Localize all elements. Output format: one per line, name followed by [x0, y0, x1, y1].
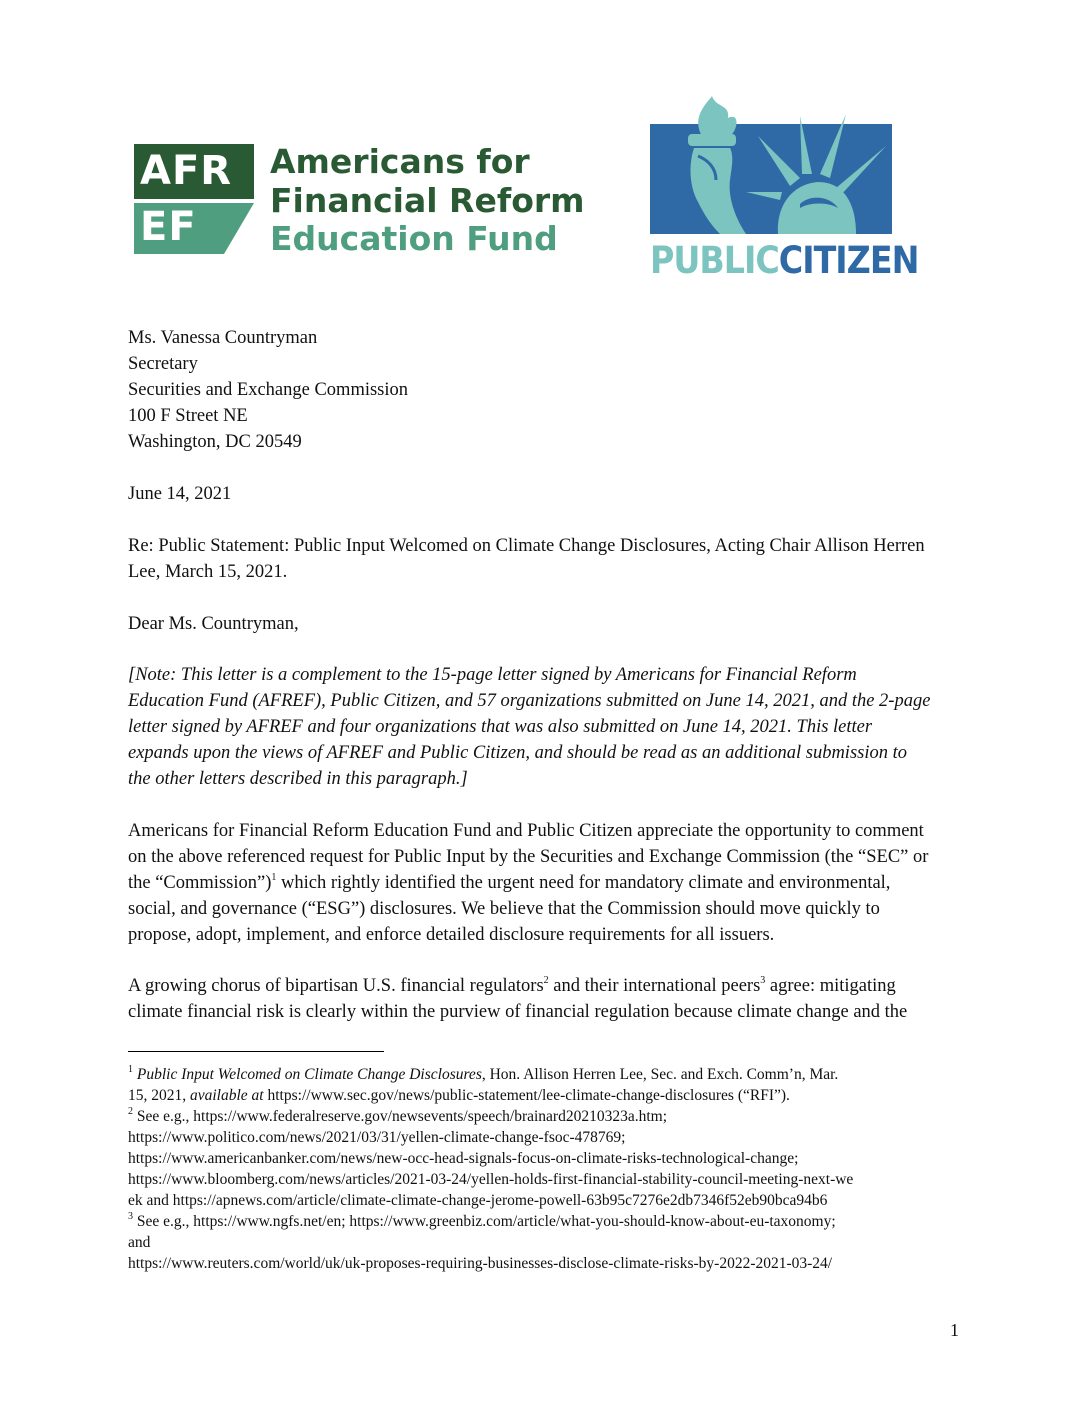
- footnote-1-line-1: [128, 1064, 838, 1085]
- note-line-4: expands upon the views of AFREF and Public Citizen, and should be read as an additional submission to: [128, 743, 908, 763]
- para1-line-1: Americans for Financial Reform Education Fund and Public Citizen appreciate the opportunity to comment: [128, 821, 924, 841]
- footnote-3-link-3[interactable]: https://www.reuters.com/world/uk/uk-proposes-requiring-businesses-disclose-climate-risks-by-2022-2021-03-24/: [128, 1255, 833, 1272]
- footnote-ref-2[interactable]: 2: [543, 974, 549, 986]
- footnote-2-link-5[interactable]: ek and https://apnews.com/article/climate-climate-change-jerome-powell-63b95c7276e2db7346f52eb90bca94b6: [128, 1192, 828, 1209]
- address-line-5: Washington, DC 20549: [128, 432, 302, 452]
- footnote-3-number: 3: [128, 1210, 133, 1222]
- address-line-2: Secretary: [128, 354, 198, 374]
- footnote-1-link[interactable]: https://www.sec.gov/news/public-statement/lee-climate-change-disclosures (“RFI”).: [263, 1087, 790, 1104]
- footnote-2-link-2[interactable]: https://www.politico.com/news/2021/03/31/yellen-climate-change-fsoc-478769;: [128, 1129, 626, 1146]
- footnote-1-line-2: [128, 1085, 790, 1106]
- public-citizen-wordmark: [650, 239, 919, 283]
- footnote-2-link-1[interactable]: See e.g., https://www.federalreserve.gov/newsevents/speech/brainard20210323a.htm;: [133, 1108, 668, 1125]
- re-line-1: Re: Public Statement: Public Input Welcomed on Climate Change Disclosures, Acting Chair Allison Herren: [128, 536, 925, 556]
- page-number: 1: [950, 1320, 959, 1340]
- afref-logo: [134, 142, 585, 258]
- wordmark-public: PUBLIC: [650, 239, 779, 282]
- note-line-3: letter signed by AFREF and four organizations that was also submitted on June 14, 2021. This letter: [128, 717, 873, 737]
- footnote-1-title: Public Input Welcomed on Climate Change Disclosures: [136, 1066, 482, 1083]
- footnote-ref-1[interactable]: 1: [271, 871, 277, 883]
- para1-line-3a: the “Commission”): [128, 873, 272, 893]
- afref-name-line2: Financial Reform: [270, 181, 585, 220]
- ef-mark-text: EF: [140, 204, 197, 250]
- note-line-1: [Note: This letter is a complement to the 15-page letter signed by Americans for Financial Reform: [128, 665, 857, 685]
- afr-mark-text: AFR: [140, 148, 233, 194]
- wordmark-citizen: CITIZEN: [778, 239, 919, 282]
- footnote-1-rest: , Hon. Allison Herren Lee, Sec. and Exch. Comm’n, Mar.: [481, 1066, 839, 1083]
- footnote-2-link-4[interactable]: https://www.bloomberg.com/news/articles/2021-03-24/yellen-holds-first-financial-stability-council-meeting-next-we: [128, 1171, 854, 1188]
- statue-of-liberty-icon: [650, 96, 892, 236]
- footnote-separator: [128, 1051, 384, 1052]
- letter-date: June 14, 2021: [128, 484, 232, 504]
- para2-line-2: climate financial risk is clearly within the purview of financial regulation because climate change and the: [128, 1002, 908, 1022]
- para2-line-1b: and their international peers: [548, 976, 761, 996]
- address-line-1: Ms. Vanessa Countryman: [128, 328, 318, 348]
- para1-line-3b: which rightly identified the urgent need for mandatory climate and environmental,: [276, 873, 891, 893]
- para1-line-3: [128, 870, 890, 896]
- para1-line-2: on the above referenced request for Public Input by the Securities and Exchange Commission (the “SEC” or: [128, 847, 929, 867]
- footnote-1-number: 1: [128, 1063, 133, 1075]
- para1-line-5: propose, adopt, implement, and enforce detailed disclosure requirements for all issuers.: [128, 925, 775, 945]
- public-citizen-logo: [650, 96, 919, 286]
- footnote-2-link-3[interactable]: https://www.americanbanker.com/news/new-occ-head-signals-focus-on-climate-risks-technological-change;: [128, 1150, 799, 1167]
- footnote-3-links[interactable]: See e.g., https://www.ngfs.net/en; https://www.greenbiz.com/article/what-you-should-know-about-eu-taxonomy;: [133, 1213, 836, 1230]
- re-line-2: Lee, March 15, 2021.: [128, 562, 288, 582]
- para2-line-1c: agree: mitigating: [765, 976, 896, 996]
- para2-line-1a: A growing chorus of bipartisan U.S. financial regulators: [128, 976, 544, 996]
- address-line-4: 100 F Street NE: [128, 406, 248, 426]
- footnote-3-line-1: [128, 1211, 836, 1232]
- note-line-2: Education Fund (AFREF), Public Citizen, and 57 organizations submitted on June 14, 2021, and the 2-page: [128, 691, 931, 711]
- afref-name-line1: Americans for: [270, 142, 530, 181]
- footnote-ref-3[interactable]: 3: [760, 974, 766, 986]
- afref-name-line3: Education Fund: [270, 219, 558, 258]
- para2-line-1: [128, 973, 896, 999]
- note-line-5: the other letters described in this paragraph.]: [128, 769, 468, 789]
- salutation: Dear Ms. Countryman,: [128, 614, 299, 634]
- footnote-3-line-2: and: [128, 1234, 151, 1251]
- footnote-2-line-1: [128, 1106, 667, 1127]
- footnote-1-l2a: 15, 2021,: [128, 1087, 190, 1104]
- para1-line-4: social, and governance (“ESG”) disclosures. We believe that the Commission should move quickly to: [128, 899, 880, 919]
- footnote-2-number: 2: [128, 1105, 133, 1117]
- footnote-1-available-at: available at: [190, 1087, 264, 1104]
- address-line-3: Securities and Exchange Commission: [128, 380, 409, 400]
